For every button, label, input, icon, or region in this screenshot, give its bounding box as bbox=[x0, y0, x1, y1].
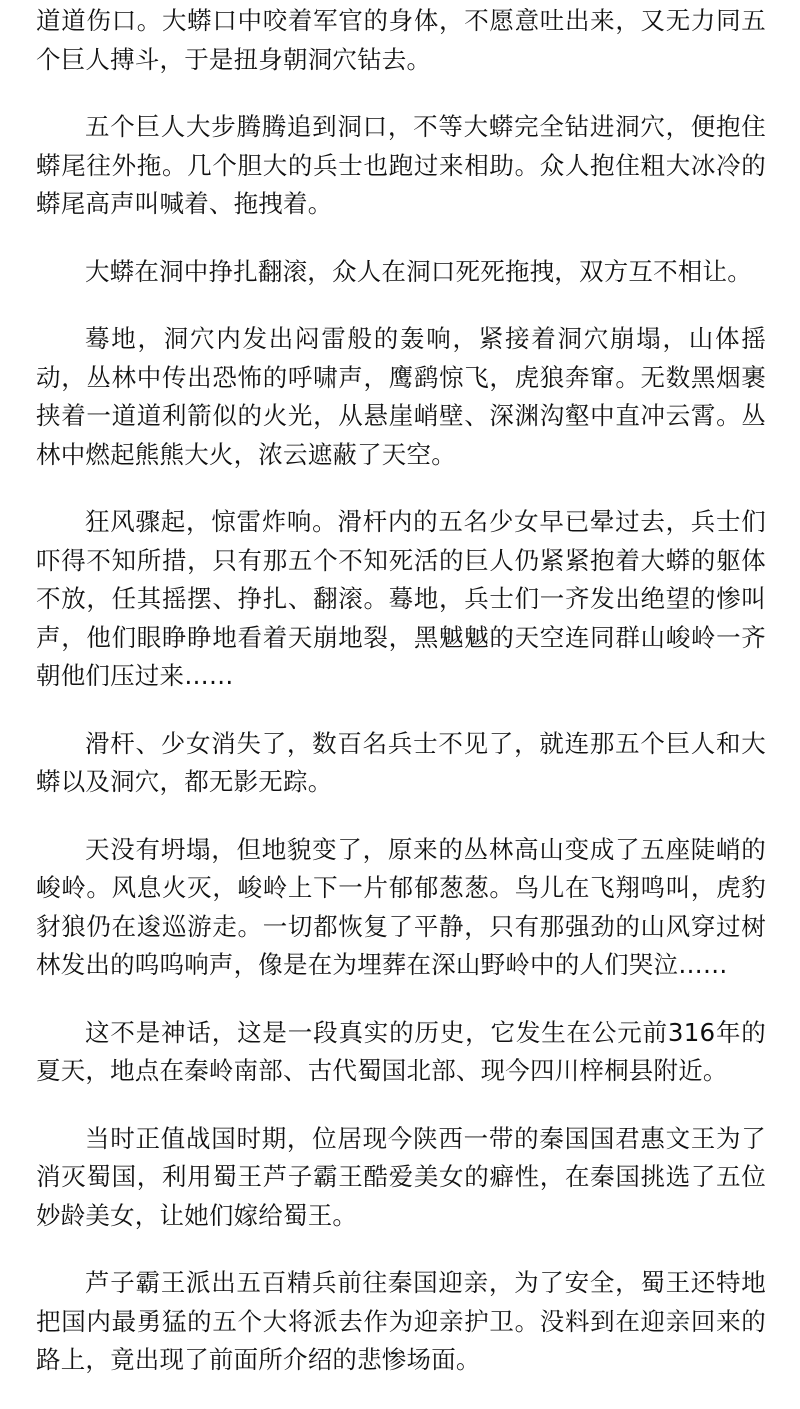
paragraph-7: 天没有坍塌，但地貌变了，原来的丛林高山变成了五座陡峭的峻岭。风息火灭，峻岭上下一片郁郁葱葱。鸟儿在飞翔鸣叫，虎豹豺狼仍在逡巡游走。一切都恢复了平静，只有那强劲的山风穿过树林发出的呜呜响声，像是在为埋葬在深山野岭中的人们哭泣…… bbox=[36, 834, 766, 979]
paragraph-4: 蓦地，洞穴内发出闷雷般的轰响，紧接着洞穴崩塌，山体摇动，丛林中传出恐怖的呼啸声，鹰鹞惊飞，虎狼奔窜。无数黑烟裹挟着一道道利箭似的火光，从悬崖峭壁、深渊沟壑中直冲云霄。丛林中燃起熊熊大火，浓云遮蔽了天空。 bbox=[36, 324, 766, 469]
paragraph-6: 滑杆、少女消失了，数百名兵士不见了，就连那五个巨人和大蟒以及洞穴，都无影无踪。 bbox=[36, 728, 766, 796]
article-text bbox=[36, 0, 766, 1409]
paragraph-1: 道道伤口。大蟒口中咬着军官的身体，不愿意吐出来，又无力同五个巨人搏斗，于是扭身朝洞穴钻去。 bbox=[36, 6, 766, 74]
paragraph-5: 狂风骤起，惊雷炸响。滑杆内的五名少女早已晕过去，兵士们吓得不知所措，只有那五个不知死活的巨人仍紧紧抱着大蟒的躯体不放，任其摇摆、挣扎、翻滚。蓦地，兵士们一齐发出绝望的惨叫声，他们眼睁睁地看着天崩地裂，黑魆魆的天空连同群山峻岭一齐朝他们压过来…… bbox=[36, 507, 766, 690]
paragraph-2: 五个巨人大步腾腾追到洞口，不等大蟒完全钻进洞穴，便抱住蟒尾往外拖。几个胆大的兵士也跑过来相助。众人抱住粗大冰冷的蟒尾高声叫喊着、拖拽着。 bbox=[36, 112, 766, 218]
paragraph-8: 这不是神话，这是一段真实的历史，它发生在公元前316年的夏天，地点在秦岭南部、古代蜀国北部、现今四川梓桐县附近。 bbox=[36, 1017, 766, 1085]
paragraph-10: 芦子霸王派出五百精兵前往秦国迎亲，为了安全，蜀王还特地把国内最勇猛的五个大将派去作为迎亲护卫。没料到在迎亲回来的路上，竟出现了前面所介绍的悲惨场面。 bbox=[36, 1268, 766, 1374]
paragraph-9: 当时正值战国时期，位居现今陕西一带的秦国国君惠文王为了消灭蜀国，利用蜀王芦子霸王酷爱美女的癖性，在秦国挑选了五位妙龄美女，让她们嫁给蜀王。 bbox=[36, 1123, 766, 1230]
paragraph-3: 大蟒在洞中挣扎翻滚，众人在洞口死死拖拽，双方互不相让。 bbox=[85, 256, 752, 286]
